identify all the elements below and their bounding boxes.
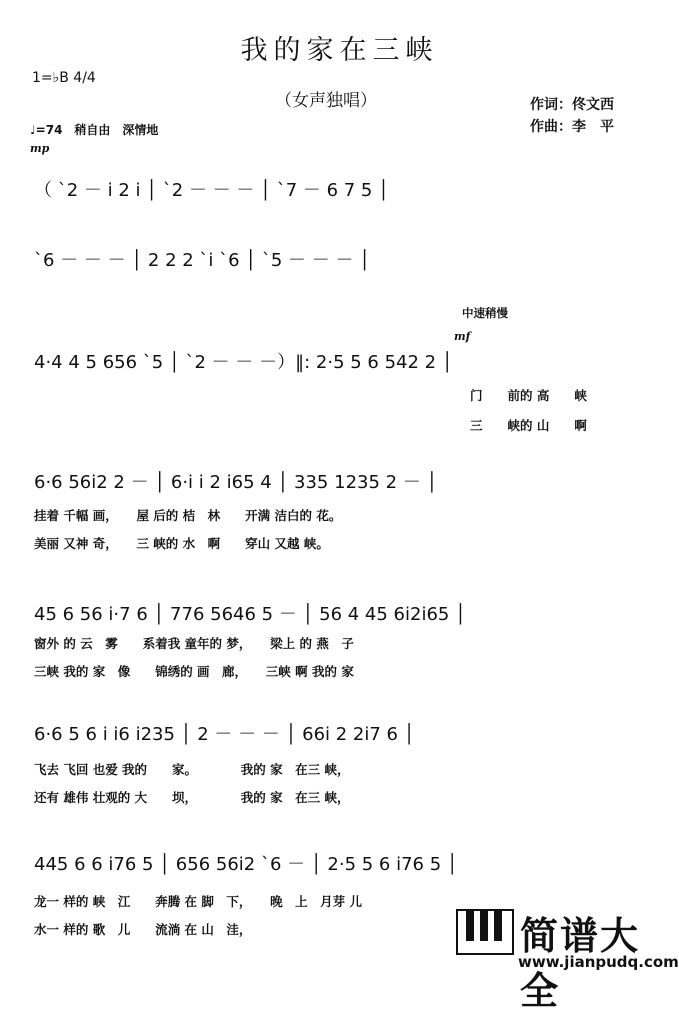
lyric-line-2: 还有 雄伟 壮观的 大 坝， 我的 家 在三 峡，	[34, 790, 350, 805]
lyric-line-1: 龙一 样的 峡 江 奔腾 在 脚 下， 晚 上 月芽 儿	[34, 894, 363, 909]
song-subtitle: （女声独唱）	[275, 91, 377, 111]
key-signature: 1=♭B 4/4	[32, 70, 96, 86]
notation-line: 445 6 6 i76 5 │ 656 56i2 ˋ6 － │ 2·5 5 6 i76 5 │	[34, 854, 458, 875]
dynamic-mf: mf	[454, 330, 471, 343]
tempo-marking: ♩=74 稍自由 深情地	[30, 123, 159, 137]
watermark-url: www.jianpudq.com	[518, 953, 679, 971]
song-title: 我的家在三峡	[240, 35, 439, 66]
section-tempo-mark: 中速稍慢	[462, 306, 508, 320]
notation-line: 45 6 56 i·7 6 │ 776 5646 5 － │ 56 4 45 6i2i65 │	[34, 604, 466, 625]
lyric-line-1: 门 前的 高 峡	[470, 388, 587, 403]
lyric-line-1: 挂着 千幅 画， 屋 后的 桔 林 开满 洁白的 花。	[34, 508, 342, 523]
dynamic-mp: mp	[30, 142, 50, 155]
notation-line: 4·4 4 5 656 ˋ5 │ ˋ2 － － －）‖: 2·5 5 6 542 2 │	[34, 352, 453, 373]
composer-credit: 作曲：李 平	[530, 119, 614, 135]
lyric-line-2: 三峡 我的 家 像 锦绣的 画 廊， 三峡 啊 我的 家	[34, 664, 354, 679]
notation-line: ˋ6 － － － │ 2 2 2 ˋi ˋ6 │ ˋ5 － － － │	[34, 250, 371, 271]
piano-keys-icon	[456, 909, 514, 955]
lyric-line-2: 美丽 又神 奇， 三 峡的 水 啊 穿山 又越 峡。	[34, 536, 329, 551]
site-watermark	[456, 905, 679, 1013]
notation-line: 6·6 56i2 2 － │ 6·i i 2 i65 4 │ 335 1235 2 － │	[34, 472, 438, 493]
lyricist-credit: 作词：佟文西	[530, 97, 614, 113]
notation-line: 6·6 5 6 i i6 i235 │ 2 － － － │ 66i 2 2i7 6 │	[34, 724, 415, 745]
lyric-line-1: 窗外 的 云 雾 系着我 童年的 梦， 梁上 的 燕 子	[34, 636, 354, 651]
notation-line: （ ˋ2 － i 2 i │ ˋ2 － － － │ ˋ7 － 6 7 5 │	[34, 180, 389, 201]
lyric-line-2: 水一 样的 歌 儿 流淌 在 山 洼，	[34, 922, 252, 937]
lyric-line-2: 三 峡的 山 啊	[470, 418, 587, 433]
watermark-logo-text: 简谱大全	[520, 914, 641, 1013]
lyric-line-1: 飞去 飞回 也爱 我的 家。 我的 家 在三 峡，	[34, 762, 350, 777]
